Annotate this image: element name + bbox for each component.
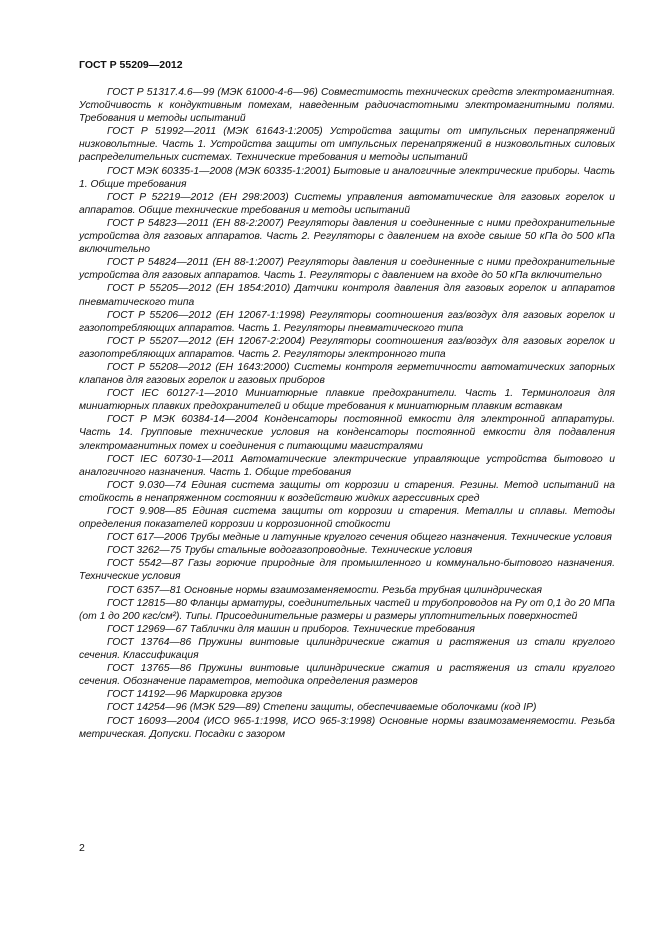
reference-entry: ГОСТ 12969—67 Таблички для машин и приборов. Технические требования	[107, 623, 475, 635]
reference-entry: ГОСТ Р 54823—2011 (ЕН 88-2:2007) Регуляторы давления и соединенные с ними предохранительные устройства для газовых аппаратов. Часть 2. Регуляторы с давлением на входе свыше 50 кПа до 500 кПа включительно	[79, 217, 615, 256]
reference-entry: ГОСТ 14254—96 (МЭК 529—89) Степени защиты, обеспечиваемые оболочками (код IP)	[107, 702, 537, 714]
reference-entry: ГОСТ 9.030—74 Единая система защиты от коррозии и старения. Резины. Метод испытаний на стойкость в ненапряженном состоянии к воздействию жидких агрессивных сред	[79, 479, 615, 504]
reference-entry: ГОСТ 3262—75 Трубы стальные водогазопроводные. Технические условия	[107, 545, 473, 557]
reference-entry: ГОСТ Р 51317.4.6—99 (МЭК 61000-4-6—96) Совместимость технических средств электромагнитная. Устойчивость к кондуктивным помехам, наведенным радиочастотными электромагнитными полями. Требования и методы испытаний	[79, 87, 615, 125]
reference-entry: ГОСТ Р 55205—2012 (ЕН 1854:2010) Датчики контроля давления для газовых горелок и аппаратов пневматического типа	[79, 283, 615, 308]
reference-entry: ГОСТ Р 55207—2012 (ЕН 12067-2:2004) Регуляторы соотношения газ/воздух для газовых горелок и газопотребляющих аппаратов. Часть 2. Регуляторы электронного типа	[79, 335, 615, 360]
reference-entry: ГОСТ 13764—86 Пружины винтовые цилиндрические сжатия и растяжения из стали круглого сечения. Классификация	[79, 636, 615, 662]
reference-entry: ГОСТ Р 52219—2012 (ЕН 298:2003) Системы управления автоматические для газовых горелок и аппаратов. Общие технические требования и методы испытаний	[79, 191, 615, 216]
reference-entry: ГОСТ МЭК 60335-1—2008 (МЭК 60335-1:2001) Бытовые и аналогичные электрические приборы. Часть 1. Общие требования	[79, 165, 615, 190]
reference-entry: ГОСТ 13765—86 Пружины винтовые цилиндрические сжатия и растяжения из стали круглого сечения. Обозначение параметров, методика определения размеров	[79, 663, 615, 688]
reference-entry: ГОСТ Р 55206—2012 (ЕН 12067-1:1998) Регуляторы соотношения газ/воздух для газовых горелок и газопотребляющих аппаратов. Часть 1. Регуляторы пневматического типа	[79, 309, 615, 334]
reference-entry: ГОСТ 12815—80 Фланцы арматуры, соединительных частей и трубопроводов на Pу от 0,1 до 20 МПа (от 1 до 200 кгс/см²). Типы. Присоединительные размеры и размеры уплотнительных поверхностей	[79, 597, 615, 622]
reference-entry: ГОСТ Р 54824—2011 (ЕН 88-1:2007) Регуляторы давления и соединенные с ними предохранительные устройства для газовых аппаратов. Часть 1. Регуляторы с давлением на входе до 50 кПа включительно	[79, 257, 615, 282]
reference-entry: ГОСТ 6357—81 Основные нормы взаимозаменяемости. Резьба трубная цилиндрическая	[107, 584, 542, 596]
page-number: 2	[79, 842, 85, 854]
reference-entry: ГОСТ 16093—2004 (ИСО 965-1:1998, ИСО 965-3:1998) Основные нормы взаимозаменяемости. Резьба метрическая. Допуски. Посадки с зазором	[79, 715, 615, 740]
reference-entry: ГОСТ 617—2006 Трубы медные и латунные круглого сечения общего назначения. Технические условия	[107, 532, 612, 544]
reference-entry: ГОСТ 14192—96 Маркировка грузов	[107, 689, 283, 701]
reference-entry: ГОСТ Р 55208—2012 (ЕН 1643:2000) Системы контроля герметичности автоматических запорных клапанов для газовых горелок и газовых приборов	[79, 361, 615, 387]
reference-entry: ГОСТ Р МЭК 60384-14—2004 Конденсаторы постоянной емкости для электронной аппаратуры. Часть 14. Групповые технические условия на конденсаторы постоянной емкости для подавления электромагнитных помех и соединения с питающими магистралями	[79, 414, 615, 452]
reference-list	[79, 86, 615, 741]
reference-entry: ГОСТ IEC 60127-1—2010 Миниатюрные плавкие предохранители. Часть 1. Терминология для миниатюрных плавких предохранителей и общие требования к миниатюрным плавким вставкам	[79, 388, 615, 413]
reference-entry: ГОСТ 5542—87 Газы горючие природные для промышленного и коммунально-бытового назначения. Технические условия	[79, 558, 615, 583]
reference-entry: ГОСТ Р 51992—2011 (МЭК 61643-1:2005) Устройства защиты от импульсных перенапряжений низковольтные. Часть 1. Устройства защиты от импульсных перенапряжений в низковольтных силовых распределительных системах. Технические требования и методы испытаний	[79, 126, 615, 164]
reference-entry: ГОСТ 9.908—85 Единая система защиты от коррозии и старения. Металлы и сплавы. Методы определения показателей коррозии и коррозионной стойкости	[79, 506, 615, 531]
reference-entry: ГОСТ IEC 60730-1—2011 Автоматические электрические управляющие устройства бытового и аналогичного назначения. Часть 1. Общие требования	[79, 453, 615, 478]
document-header: ГОСТ Р 55209—2012	[79, 59, 183, 71]
